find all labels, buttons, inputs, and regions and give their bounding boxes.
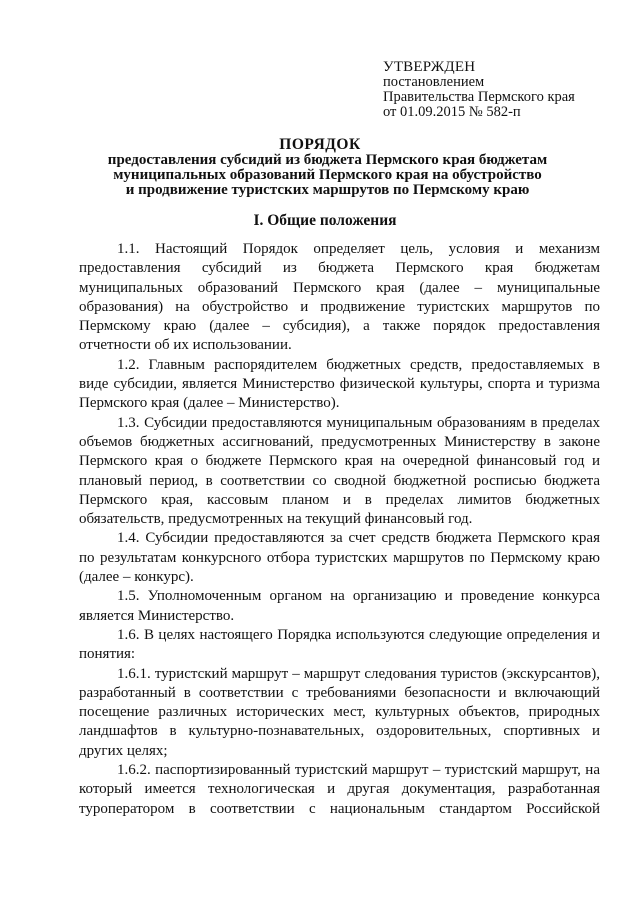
approval-line-government: Правительства Пермского края: [383, 89, 575, 105]
subtitle-line-3: и продвижение туристских маршрутов по Пермскому краю: [125, 182, 530, 198]
paragraph-1-6: 1.6. В целях настоящего Порядка используются следующие определения и понятия:: [79, 626, 600, 663]
subtitle-line-2: муниципальных образований Пермского края на обустройство: [113, 167, 542, 183]
paragraph-1-2: 1.2. Главным распорядителем бюджетных средств, предоставляемых в виде субсидии, является Министерство физической культуры, спорта и туризма Пермского края (далее – Министерство).: [79, 356, 600, 412]
approval-block: [383, 60, 575, 120]
paragraph-1-3: 1.3. Субсидии предоставляются муниципальным образованиям в пределах объемов бюджетных ассигнований, предусмотренных Министерству в законе Пермского края о бюджете Пермского края на очередной финансовый год и плановый период, в соответствии со сводной бюджетной росписью бюджета Пермского края, кассовым планом и в пределах лимитов бюджетных обязательств, предусмотренных на текущий финансовый год.: [79, 414, 600, 528]
approval-line-date-number: от 01.09.2015 № 582-п: [383, 104, 521, 120]
paragraph-1-5: 1.5. Уполномоченным органом на организацию и проведение конкурса является Министерство.: [79, 588, 600, 624]
document-body: [79, 240, 600, 819]
paragraph-1-4: 1.4. Субсидии предоставляются за счет средств бюджета Пермского края по результатам конкурсного отбора туристских маршрутов по Пермскому краю (далее – конкурс).: [79, 530, 600, 586]
section-heading: I. Общие положения: [253, 212, 397, 229]
document-subtitle: [95, 153, 560, 198]
paragraph-1-6-2: 1.6.2. паспортизированный туристский маршрут – туристский маршрут, на который имеется технологическая и другая документация, разработанная туроператором в соответствии с национальным стандартом Российской: [79, 762, 600, 817]
document-title: ПОРЯДОК: [279, 136, 361, 153]
approval-line-resolution: постановлением: [383, 74, 485, 90]
approval-line-approved: УТВЕРЖДЕН: [383, 59, 476, 75]
paragraph-1-6-1: 1.6.1. туристский маршрут – маршрут следования туристов (экскурсантов), разработанный в соответствии с требованиями безопасности и включающий посещение различных исторических мест, культурных объектов, природных ландшафтов в культурно-познавательных, оздоровительных, спортивных и других целях;: [79, 665, 600, 759]
subtitle-line-1: предоставления субсидий из бюджета Пермского края бюджетам: [107, 152, 548, 168]
paragraph-1-1: 1.1. Настоящий Порядок определяет цель, условия и механизм предоставления субсидий из бюджета Пермского края бюджетам муниципальных образований Пермского края (далее – муниципальные образования) на обустройство и продвижение туристских маршрутов по Пермскому краю (далее – субсидия), а также порядок предоставления отчетности об их использовании.: [79, 241, 600, 354]
